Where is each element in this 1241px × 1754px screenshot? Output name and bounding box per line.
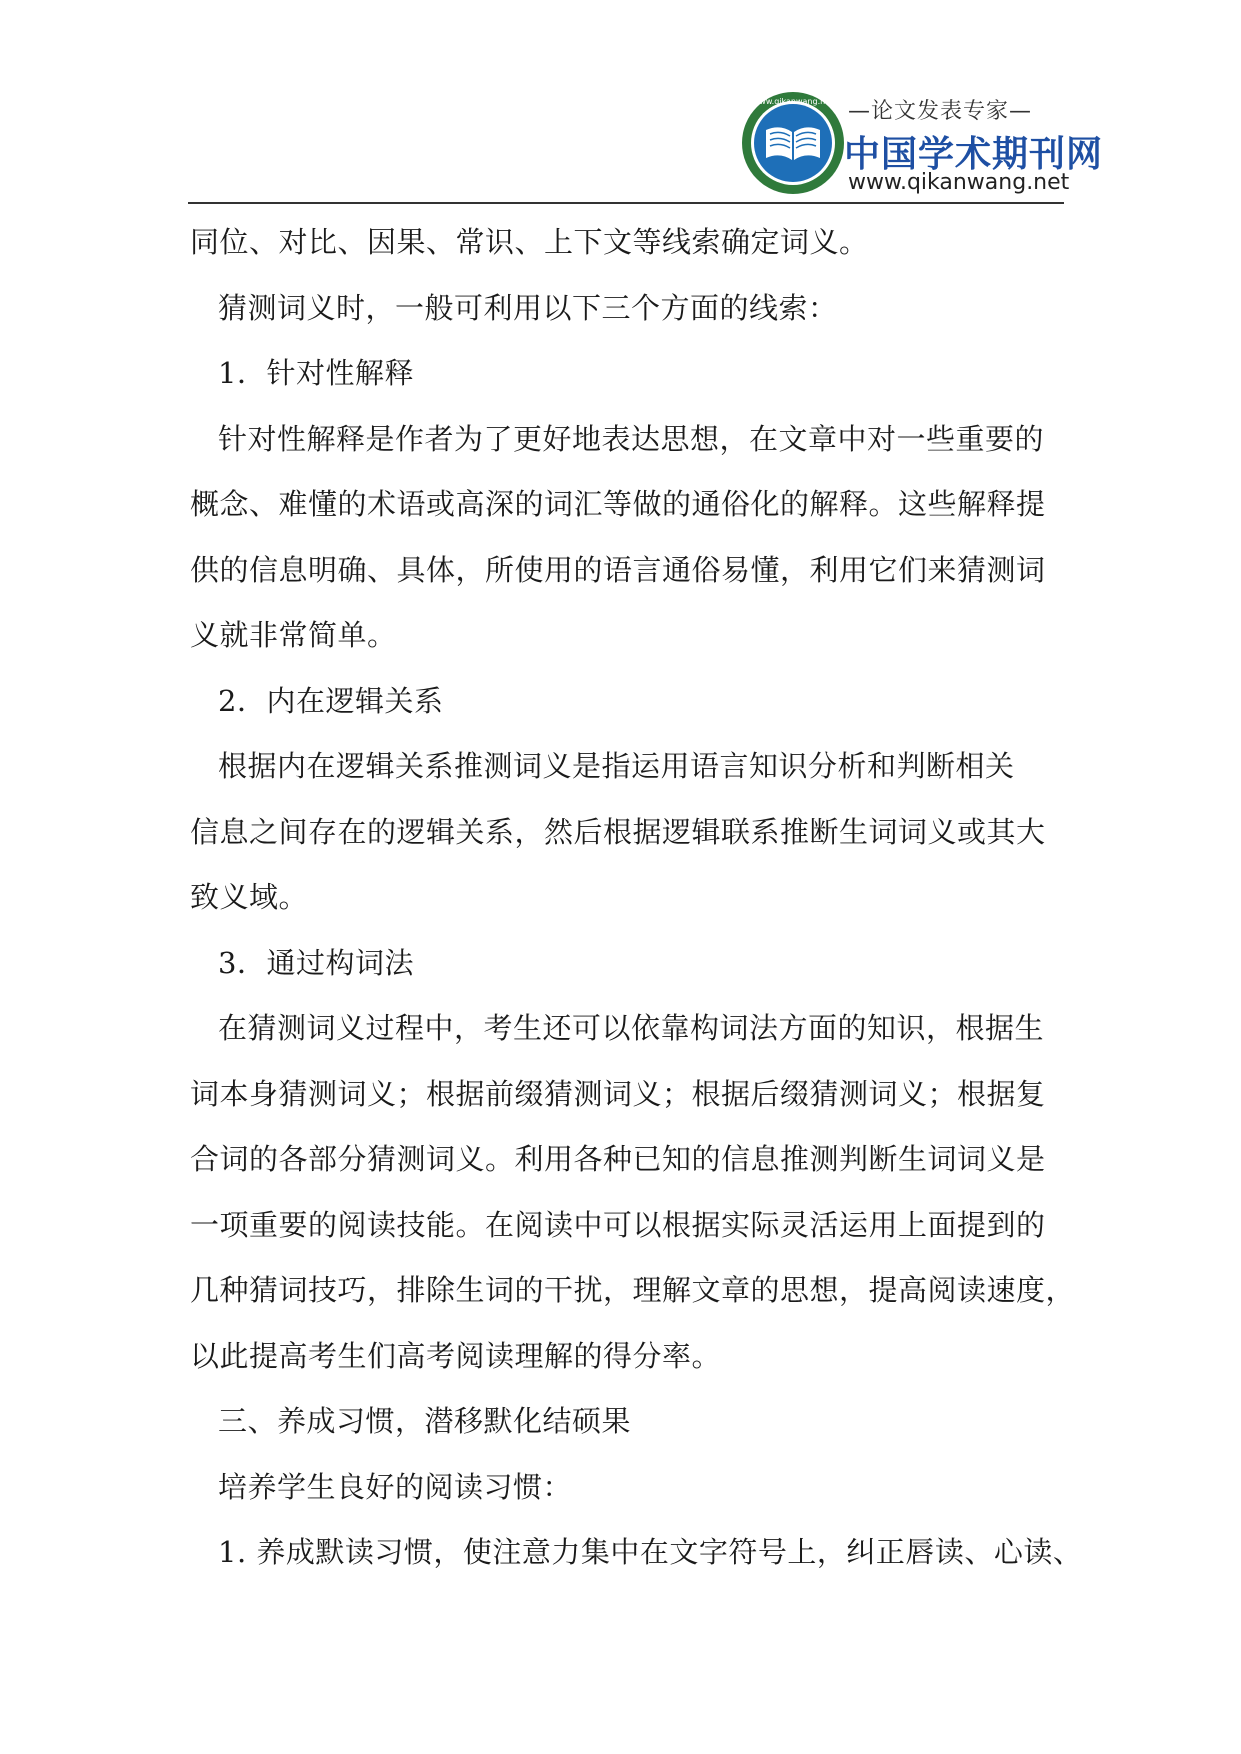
body-line: 根据内在逻辑关系推测词义是指运用语言知识分析和判断相关 bbox=[218, 749, 1015, 783]
logo-ring-text: www.qikanwang.net bbox=[752, 97, 834, 106]
section-heading: 2．内在逻辑关系 bbox=[218, 683, 444, 718]
body-line: 同位、对比、因果、常识、上下文等线索确定词义。 bbox=[190, 225, 869, 259]
body-line: 培养学生良好的阅读习惯： bbox=[218, 1469, 573, 1504]
body-line: 几种猜词技巧，排除生词的干扰，理解文章的思想，提高阅读速度， bbox=[190, 1273, 1076, 1307]
section-heading: 3．通过构词法 bbox=[218, 945, 414, 980]
body-line: 义就非常简单。 bbox=[190, 618, 397, 652]
logo-url: www.qikanwang.net bbox=[848, 170, 1070, 195]
body-line: 一项重要的阅读技能。在阅读中可以根据实际灵活运用上面提到的 bbox=[190, 1207, 1046, 1242]
logo-emblem-icon bbox=[740, 90, 846, 196]
qikanwang-logo bbox=[740, 90, 1104, 202]
section-heading: 1．针对性解释 bbox=[218, 356, 414, 390]
body-line: 概念、难懂的术语或高深的词汇等做的通俗化的解释。这些解释提 bbox=[190, 487, 1046, 521]
header-divider bbox=[188, 202, 1064, 204]
body-line: 信息之间存在的逻辑关系，然后根据逻辑联系推断生词词义或其大 bbox=[190, 814, 1046, 849]
body-line: 在猜测词义过程中，考生还可以依靠构词法方面的知识，根据生 bbox=[218, 1011, 1045, 1045]
body-line: 1. 养成默读习惯，使注意力集中在文字符号上，纠正唇读、心读、 bbox=[218, 1535, 1083, 1569]
body-line: 供的信息明确、具体，所使用的语言通俗易懂，利用它们来猜测词 bbox=[190, 552, 1046, 587]
body-line: 猜测词义时，一般可利用以下三个方面的线索： bbox=[218, 290, 838, 325]
logo-site-name: 中国学术期刊网 bbox=[844, 134, 1104, 175]
logo-slogan: —论文发表专家— bbox=[848, 99, 1033, 124]
document-body bbox=[190, 210, 1083, 1586]
section-heading: 三、养成习惯，潜移默化结硕果 bbox=[218, 1404, 632, 1438]
body-line: 词本身猜测词义；根据前缀猜测词义；根据后缀猜测词义；根据复 bbox=[190, 1076, 1046, 1111]
body-line: 以此提高考生们高考阅读理解的得分率。 bbox=[190, 1338, 722, 1373]
body-line: 合词的各部分猜测词义。利用各种已知的信息推测判断生词词义是 bbox=[190, 1142, 1046, 1176]
body-line: 致义域。 bbox=[190, 880, 309, 914]
body-line: 针对性解释是作者为了更好地表达思想，在文章中对一些重要的 bbox=[218, 421, 1045, 456]
